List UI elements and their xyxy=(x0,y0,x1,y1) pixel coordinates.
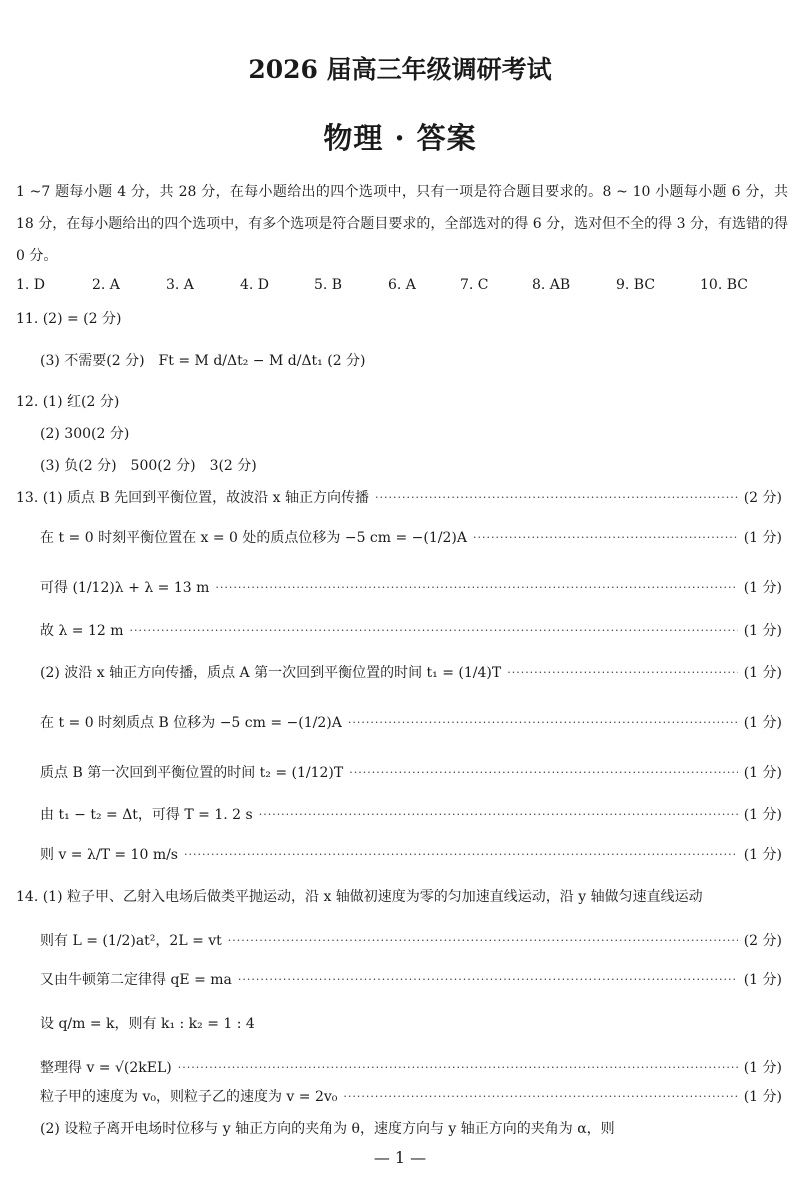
q13-line: 13. (1) 质点 B 先回到平衡位置，故波沿 x 轴正方向传播 ····· (2 分) xyxy=(16,485,782,511)
choice-answer: 10. BC xyxy=(700,277,748,293)
choice-answer: 3. A xyxy=(166,277,194,293)
q14-line: 整理得 v = √(2kEL) ····· (1 分) xyxy=(40,1055,782,1081)
leader-dots xyxy=(238,967,738,993)
q13-line: 在 t = 0 时刻质点 B 位移为 −5 cm = −(1/2)A ····· (1 分) xyxy=(40,710,782,736)
leader-dots xyxy=(375,485,738,511)
leader-dots xyxy=(473,525,738,551)
leader-dots xyxy=(507,660,738,686)
q12-part2: (2) 300(2 分) xyxy=(40,426,130,442)
leader-dots xyxy=(348,710,738,736)
q11-part2: 11. (2) = (2 分) xyxy=(16,311,122,327)
subject-title: 物理 · 答案 xyxy=(323,121,477,155)
q13-line: 质点 B 第一次回到平衡位置的时间 t₂ = (1/12)T ····· (1 分) xyxy=(40,760,782,786)
q13-line: 由 t₁ − t₂ = Δt，可得 T = 1. 2 s ····· (1 分) xyxy=(40,802,782,828)
leader-dots xyxy=(178,1055,738,1081)
q13-line: 故 λ = 12 m ····· (1 分) xyxy=(40,618,782,644)
choice-answer: 7. C xyxy=(460,277,489,293)
leader-dots xyxy=(130,618,738,644)
choice-answer: 4. D xyxy=(240,277,270,293)
leader-dots xyxy=(349,760,738,786)
leader-dots xyxy=(259,802,738,828)
q14-line: 设 q/m = k，则有 k₁ : k₂ = 1 : 4 xyxy=(40,1016,255,1032)
q12-part3: (3) 负(2 分) 500(2 分) 3(2 分) xyxy=(40,458,257,474)
leader-dots xyxy=(184,842,738,868)
q14-part2: (2) 设粒子离开电场时位移与 y 轴正方向的夹角为 θ，速度方向与 y 轴正方向的夹角为 α，则 xyxy=(40,1121,615,1137)
choice-answer: 8. AB xyxy=(532,277,571,293)
q14-intro: 14. (1) 粒子甲、乙射入电场后做类平抛运动，沿 x 轴做初速度为零的匀加速直线运动，沿 y 轴做匀速直线运动 xyxy=(16,889,703,905)
q13-line: 则 v = λ/T = 10 m/s ····· (1 分) xyxy=(40,842,782,868)
instructions-paragraph: 1 ~7 题每小题 4 分，共 28 分，在每小题给出的四个选项中，只有一项是符合题目要求的。8 ~ 10 小题每小题 6 分，共 18 分，在每小题给出的四个选项中，有多个选项是符合题目要求的，全部选对的得 6 分，选对但不全的得 3 分，有选错的得 0 分。 xyxy=(16,184,788,264)
choice-answer-row xyxy=(16,277,776,299)
choice-answer: 2. A xyxy=(92,277,120,293)
choice-answer: 1. D xyxy=(16,277,46,293)
q13-line: (2) 波沿 x 轴正方向传播，质点 A 第一次回到平衡位置的时间 t₁ = (1/4)T ····· (1 分) xyxy=(40,660,782,686)
q13-line: 可得 (1/12)λ + λ = 13 m ····· (1 分) xyxy=(40,575,782,601)
choice-answer: 5. B xyxy=(314,277,343,293)
leader-dots xyxy=(228,928,738,954)
q11-part3: (3) 不需要(2 分) Ft = M d/Δt₂ − M d/Δt₁ (2 分) xyxy=(40,353,366,369)
q12-part1: 12. (1) 红(2 分) xyxy=(16,394,120,410)
q13-line: 在 t = 0 时刻平衡位置在 x = 0 处的质点位移为 −5 cm = −(1/2)A ····· (1 分) xyxy=(40,525,782,551)
q14-line: 又由牛顿第二定律得 qE = ma ····· (1 分) xyxy=(40,967,782,993)
leader-dots xyxy=(215,575,737,601)
choice-answer: 6. A xyxy=(388,277,416,293)
q14-line: 粒子甲的速度为 v₀，则粒子乙的速度为 v = 2v₀ ····· (1 分) xyxy=(40,1084,782,1110)
page-number: — 1 — xyxy=(373,1148,427,1167)
exam-title: 2026 届高三年级调研考试 xyxy=(248,55,552,84)
choice-answer: 9. BC xyxy=(616,277,656,293)
q14-line: 则有 L = (1/2)at²，2L = vt ····· (2 分) xyxy=(40,928,782,954)
leader-dots xyxy=(343,1084,737,1110)
